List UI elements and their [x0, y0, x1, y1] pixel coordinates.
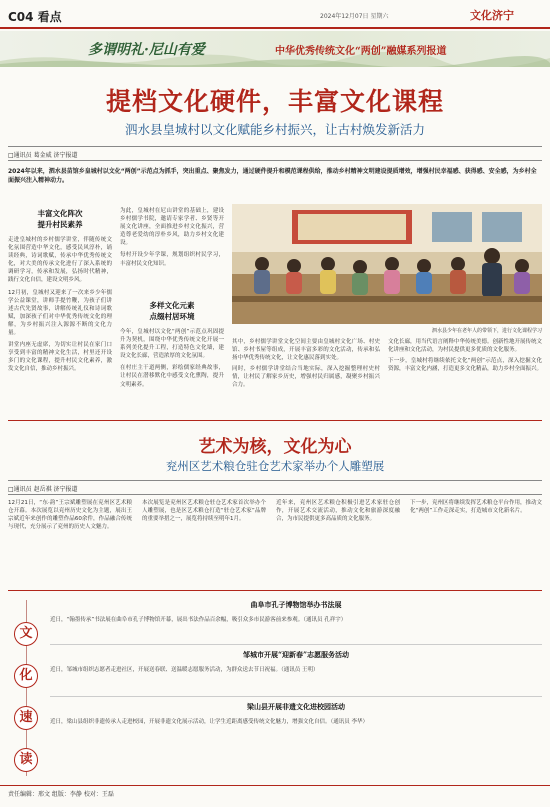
- newspaper-brand: 文化济宁: [470, 9, 514, 22]
- footer-editors: 责任编辑：邢文 组版：李静 校对：王磊: [8, 791, 114, 798]
- article-2-subheadline: 兖州区艺术粮仓驻仓艺术家举办个人雕塑展: [165, 459, 385, 473]
- article-1-lead: 2024年以来，泗水县苗馆乡皇城村以文化“两创”示范点为抓手，突出重点、聚焦发力，通过硬件提升和模范课程供给，推动乡村精神文明建设提质增效，增强村民幸福感、获得感、安全感，为乡村全面振兴注入精神动力。: [8, 168, 537, 184]
- article-1-top-rule: [8, 146, 542, 147]
- brief-text: 近日，邹城市组织志愿者走进社区，开展送春联、送温暖志愿服务活动，为群众送去节日祝福。（通讯员 王明）: [50, 667, 319, 673]
- photo-caption: 泗水县少年在老年人的带领下，进行文化课程学习: [431, 328, 542, 334]
- paragraph: 同时，乡村儒学讲堂结合当地实际，深入挖掘整理村史村情，让村民了解家乡历史，增强村民归属感，凝聚乡村振兴合力。: [232, 366, 380, 389]
- brief-item: [50, 650, 542, 674]
- paragraph: 今年，皇城村以文化“两创”示范点巩固提升为契机，围绕中华优秀传统文化开展一系列美化提升工程，打造特色文化墙，建设文化长廊，营造浓厚的文化氛围。: [120, 329, 224, 360]
- brief-title: 邹城市开展“迎新春”志愿服务活动: [242, 650, 350, 659]
- article-2-byline-rule: [8, 494, 542, 495]
- header-rule: [0, 27, 550, 29]
- brief-text: 近日，梁山县组织非遗传承人走进校园，开展非遗文化展示活动，让学生近距离感受传统文化魅力，增强文化自信。（通讯员 李华）: [50, 719, 369, 725]
- brief-divider: [50, 696, 542, 697]
- article-2-divider: [8, 420, 542, 421]
- briefs-top-rule: [8, 590, 542, 591]
- brief-item: [50, 702, 542, 726]
- classroom-photo: [232, 204, 542, 324]
- banner-calligraphy: 多谓明礼·尼山有爱: [88, 42, 205, 58]
- paragraph: 为此，皇城村在尼山讲堂的基础上，建设乡村儒学书院，邀请专家学者、乡贤等开展文化讲座，全面推进乡村文化振兴，营造尊老爱幼的淳朴乡风，助力乡村文化建设。: [120, 208, 224, 247]
- article-1-column-2-bottom: [120, 328, 224, 396]
- article-2-byline: □通讯员 赵岳祺 济宁报道: [8, 486, 78, 493]
- article-1-column-2-top: [120, 207, 224, 297]
- article-1-column-4: [388, 338, 542, 396]
- article-1-column-1: [8, 236, 112, 396]
- paragraph: 其中，乡村儒学讲堂文化空间主要由皇城村文化广场、村史馆、乡村书屋等组成，开展丰富多彩的文化活动，传承和弘扬中华优秀传统文化，让文化惠民落到实处。: [232, 339, 380, 362]
- article-1-column-3: [232, 338, 380, 396]
- briefs-side-char-1: 文: [14, 622, 38, 646]
- paragraph: 每村开设少年学课，规划组织村民学习，丰富村民文化知识。: [120, 252, 224, 267]
- article-1-byline: □通讯员 葛金威 济宁报道: [8, 152, 78, 159]
- banner-series-title: 中华优秀传统文化“两创”融媒系列报道: [275, 46, 447, 57]
- brief-text: 近日，“翰墨传承”书法展在曲阜市孔子博物馆开幕，展出书法作品百余幅，吸引众多市民游客前来参观。（通讯员 孔祥宇）: [50, 617, 347, 623]
- article-2-column-3: 近年来，兖州区艺术粮仓积极引进艺术家驻仓创作，开展艺术交流活动，推动文化和旅游深度融合，为市民提供更多高品质的文化服务。: [276, 500, 400, 523]
- briefs-side-char-4: 读: [14, 748, 38, 772]
- article-2-headline: 艺术为核，文化为心: [198, 437, 352, 457]
- paragraph: 走进皇城村的乡村儒学讲堂，伴随传统文化氛围营造中华文化，感受民风淳朴，诵读经典，诗词歌赋，传承中华优秀传统文化，对大美的传承文化进行了深入系统的调研学习，传承和发展，弘扬时代精神，践行文化自信，建设文明乡风。: [8, 237, 112, 284]
- paragraph: 12月初，皇城村又迎来了一次来乡少年儒学公益课堂，讲师手提竹鞭，为孩子们讲述古代先贤故事，讲解传统礼仪和诗词歌赋，加深孩子们对中华优秀传统文化的理解，为乡村振兴注入源源不断的文化力量。: [8, 289, 112, 337]
- article-1-subhead-1: 丰富文化阵次 提升村民素养: [37, 209, 83, 229]
- briefs-side-char-2: 化: [14, 664, 38, 688]
- article-2-top-rule: [8, 480, 542, 481]
- paragraph: 文化长廊，用当代语言阐释中华传统美德。创新性地开展传统文化讲座和文化活动，为村民提供更多优质的文化服务。: [388, 339, 542, 354]
- paragraph: 下一步，皇城村将继续依托文化“两创”示范点，深入挖掘文化资源，丰富文化内涵，打造更多文化精品，助力乡村全面振兴。: [388, 358, 542, 373]
- page-code: C04 看点: [8, 10, 62, 24]
- issue-date: 2024年12月07日 星期六: [320, 13, 389, 20]
- brief-title: 梁山县开展非遗文化进校园活动: [247, 702, 345, 711]
- brief-title: 曲阜市孔子博物馆举办书法展: [250, 600, 342, 609]
- article-1-subheadline: 泗水县皇城村以文化赋能乡村振兴，让古村焕发新活力: [124, 122, 425, 137]
- brief-item: [50, 600, 542, 624]
- article-2-column-4: 下一步，兖州区将继续发挥艺术粮仓平台作用，推动文化“两创”工作走深走实，打造城市文化新名片。: [410, 500, 542, 515]
- article-2-column-2: 本次展览是兖州区艺术粮仓驻仓艺术家首次举办个人雕塑展，也是区艺术粮仓打造“驻仓艺术家”品牌的重要举措之一，展览将持续至明年1月。: [142, 500, 266, 523]
- paragraph: 讲堂内座无虚席，为切实让村民在家门口享受到丰富的精神文化生活，村里还开设多门的文化课程，提升村民文化素养，激发文化自信，推动乡村振兴。: [8, 342, 112, 373]
- article-1-subhead-2: 多样文化元素 点缀村居环境: [149, 301, 195, 321]
- footer-rule: [0, 785, 550, 786]
- paragraph: 在村庄主干道两侧，彩绘儒家经典故事，让村民在潜移默化中感受文化熏陶，提升文明素养。: [120, 365, 224, 388]
- brief-divider: [50, 644, 542, 645]
- article-2-column-1: 12月21日，“东·韵”王宗斌雕塑展在兖州区艺术粮仓开幕。本次展览以兖州历史文化为主题，展出王宗斌近年来创作的雕塑作品60余件，作品融合传统与现代，充分展示了兖州的历史人文魅力。: [8, 500, 132, 531]
- briefs-side-char-3: 速: [14, 706, 38, 730]
- article-1-headline: 提档文化硬件，丰富文化课程: [105, 87, 444, 116]
- article-1-byline-rule: [8, 160, 542, 161]
